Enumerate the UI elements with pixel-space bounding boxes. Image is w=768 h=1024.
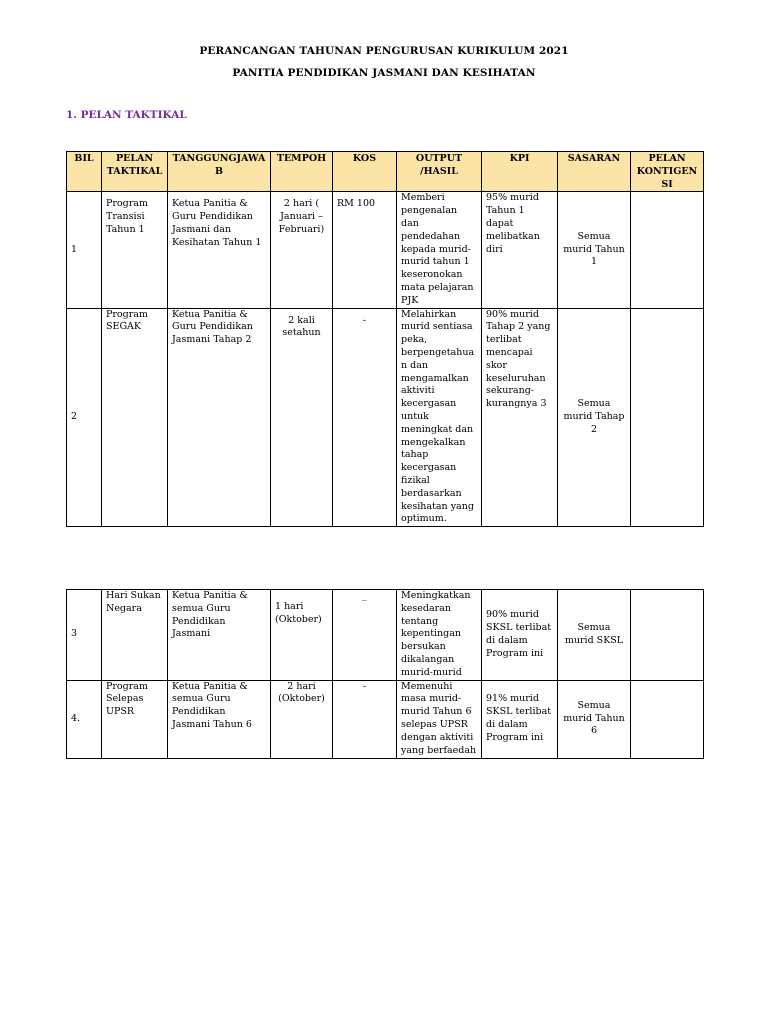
cell-tempoh: 2 kali setahun — [271, 308, 333, 527]
cell-kos: - — [333, 680, 397, 758]
section-heading: 1. PELAN TAKTIKAL — [66, 109, 187, 121]
header-sasaran: SASARAN — [558, 152, 631, 192]
cell-kos: - — [333, 308, 397, 527]
cell-kontigensi — [631, 308, 704, 527]
tactical-plan-table-continued — [66, 589, 704, 759]
header-pelan-taktikal: PELAN TAKTIKAL — [102, 152, 168, 192]
cell-kos: _ — [333, 590, 397, 681]
cell-sasaran: Semua murid Tahun 6 — [558, 680, 631, 758]
document-title: PERANCANGAN TAHUNAN PENGURUSAN KURIKULUM 2021 — [199, 45, 569, 57]
cell-pelan: Program SEGAK — [102, 308, 168, 527]
cell-bil: 3 — [67, 590, 102, 681]
cell-bil: 4. — [67, 680, 102, 758]
cell-output: Meningkatkan kesedaran tentang kepentingan bersukan dikalangan murid-murid — [397, 590, 482, 681]
header-tanggungjawab: TANGGUNGJAWAB — [168, 152, 271, 192]
cell-kontigensi — [631, 590, 704, 681]
header-tempoh: TEMPOH — [271, 152, 333, 192]
table-row — [67, 192, 704, 308]
cell-tempoh: 2 hari ( Januari – Februari) — [271, 192, 333, 308]
cell-pelan: Program Selepas UPSR — [102, 680, 168, 758]
cell-sasaran: Semua murid SKSL — [558, 590, 631, 681]
cell-sasaran: Semua murid Tahun 1 — [558, 192, 631, 308]
cell-pelan: Program Transisi Tahun 1 — [102, 192, 168, 308]
header-output: OUTPUT /HASIL — [397, 152, 482, 192]
table-header-row — [67, 152, 704, 192]
cell-output: Memenuhi masa murid-murid Tahun 6 selepas UPSR dengan aktiviti yang berfaedah — [397, 680, 482, 758]
table-row — [67, 308, 704, 527]
cell-kpi: 91% murid SKSL terlibat di dalam Program ini — [482, 680, 558, 758]
cell-bil: 2 — [67, 308, 102, 527]
cell-kpi: 95% murid Tahun 1 dapat melibatkan diri — [482, 192, 558, 308]
cell-kontigensi — [631, 192, 704, 308]
cell-tempoh: 1 hari (Oktober) — [271, 590, 333, 681]
header-bil: BIL — [67, 152, 102, 192]
cell-tanggungjawab: Ketua Panitia & Guru Pendidikan Jasmani dan Kesihatan Tahun 1 — [168, 192, 271, 308]
cell-kpi: 90% murid SKSL terlibat di dalam Program ini — [482, 590, 558, 681]
cell-sasaran: Semua murid Tahap 2 — [558, 308, 631, 527]
cell-bil: 1 — [67, 192, 102, 308]
table-row — [67, 590, 704, 681]
cell-kos: RM 100 — [333, 192, 397, 308]
cell-tanggungjawab: Ketua Panitia & semua Guru Pendidikan Jasmani — [168, 590, 271, 681]
cell-output: Memberi pengenalan dan pendedahan kepada murid-murid tahun 1 keseronokan mata pelajaran PJK — [397, 192, 482, 308]
cell-pelan: Hari Sukan Negara — [102, 590, 168, 681]
header-kpi: KPI — [482, 152, 558, 192]
cell-output: Melahirkan murid sentiasa peka, berpengetahuan dan mengamalkan aktiviti kecergasan untuk meningkat dan mengekalkan tahap kecergasan fizikal berdasarkan kesihatan yang optimum. — [397, 308, 482, 527]
cell-tanggungjawab: Ketua Panitia & semua Guru Pendidikan Jasmani Tahun 6 — [168, 680, 271, 758]
document-subtitle: PANITIA PENDIDIKAN JASMANI DAN KESIHATAN — [232, 67, 536, 79]
cell-tanggungjawab: Ketua Panitia & Guru Pendidikan Jasmani Tahap 2 — [168, 308, 271, 527]
cell-kontigensi — [631, 680, 704, 758]
cell-tempoh: 2 hari (Oktober) — [271, 680, 333, 758]
header-pelan-kontigensi: PELAN KONTIGENSI — [631, 152, 704, 192]
header-kos: KOS — [333, 152, 397, 192]
cell-kpi: 90% murid Tahap 2 yang terlibat mencapai skor keseluruhan sekurang-kurangnya 3 — [482, 308, 558, 527]
tactical-plan-table — [66, 151, 704, 527]
table-row — [67, 680, 704, 758]
